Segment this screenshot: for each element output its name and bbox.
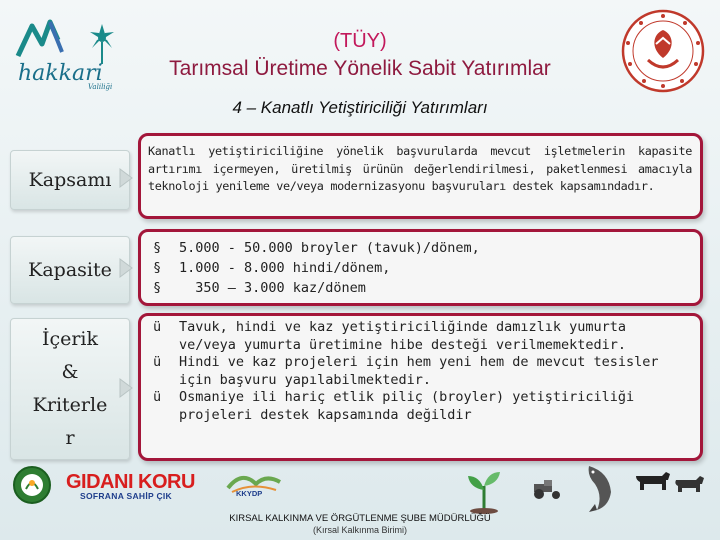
footer-unit: (Kırsal Kalkınma Birimi) <box>312 525 407 535</box>
arrow-right-icon <box>119 168 133 188</box>
gida-koru-slogan: SOFRANA SAHİP ÇIK <box>80 491 172 501</box>
page-title: Tarımsal Üretime Yönelik Sabit Yatırımlar <box>169 57 551 80</box>
header-subtitle: (TÜY) <box>333 30 387 52</box>
content-kapsami <box>138 133 703 219</box>
arrow-right-icon <box>119 258 133 278</box>
footer-department: KIRSAL KALKINMA VE ÖRGÜTLENME ŞUBE MÜDÜRLÜĞÜ <box>229 513 491 524</box>
square-bullet-icon: § <box>153 280 162 296</box>
arrow-right-icon <box>119 378 133 398</box>
list-item: § 1.000 - 8.000 hindi/dönem, <box>153 260 391 276</box>
label-kapasite: Kapasite <box>10 236 130 304</box>
gida-koru-logo: GIDANI KORU <box>66 471 195 493</box>
svg-text:hakkari: hakkari <box>18 61 103 86</box>
list-item: § 350 – 3.000 kaz/dönem <box>153 280 366 296</box>
content-kapasite <box>138 229 703 306</box>
label-icerik-kriterler: İçerik & Kriterle r <box>10 318 130 460</box>
square-bullet-icon: § <box>153 260 162 276</box>
list-item: ü Hindi ve kaz projeleri için hem yeni hem de mevcut tesisler için başvuru yapılabilmektedir. <box>153 354 659 388</box>
content-icerik-kriterler <box>138 313 703 461</box>
seedling-icon <box>462 466 506 514</box>
check-bullet-icon: ü <box>153 354 162 370</box>
list-item: § 5.000 - 50.000 broyler (tavuk)/dönem, <box>153 240 480 256</box>
list-item: ü Osmaniye ili hariç etlik piliç (broyler) yetiştiriciliği projeleri destek kapsamında değildir <box>153 389 635 423</box>
section-title: 4 – Kanatlı Yetiştiriciliği Yatırımları <box>232 98 488 117</box>
green-seal-logo <box>12 465 52 505</box>
tractor-icon <box>530 478 564 500</box>
check-bullet-icon: ü <box>153 319 162 335</box>
list-item: ü Tavuk, hindi ve kaz yetiştiriciliğinde damızlık yumurta ve/veya yumurta üretimine hibe desteği verilmemektedir. <box>153 319 627 353</box>
kapsami-text: Kanatlı yetiştiriciliğine yönelik başvurularda mevcut işletmelerin kapasite artırımı içermeyen, üretilmiş ürünün değerlendirilmesi, paketlenmesi amacıyla teknoloji yenileme ve/veya modernizasyonu başvuruları destek kapsamındadır. <box>148 144 692 193</box>
svg-text:Valiliği: Valiliği <box>88 83 113 91</box>
square-bullet-icon: § <box>153 240 162 256</box>
label-kapsami: Kapsamı <box>10 150 130 210</box>
kkydp-logo-text: KKYDP <box>236 489 263 498</box>
fish-icon <box>575 462 627 514</box>
check-bullet-icon: ü <box>153 389 162 405</box>
livestock-icon <box>632 466 708 496</box>
